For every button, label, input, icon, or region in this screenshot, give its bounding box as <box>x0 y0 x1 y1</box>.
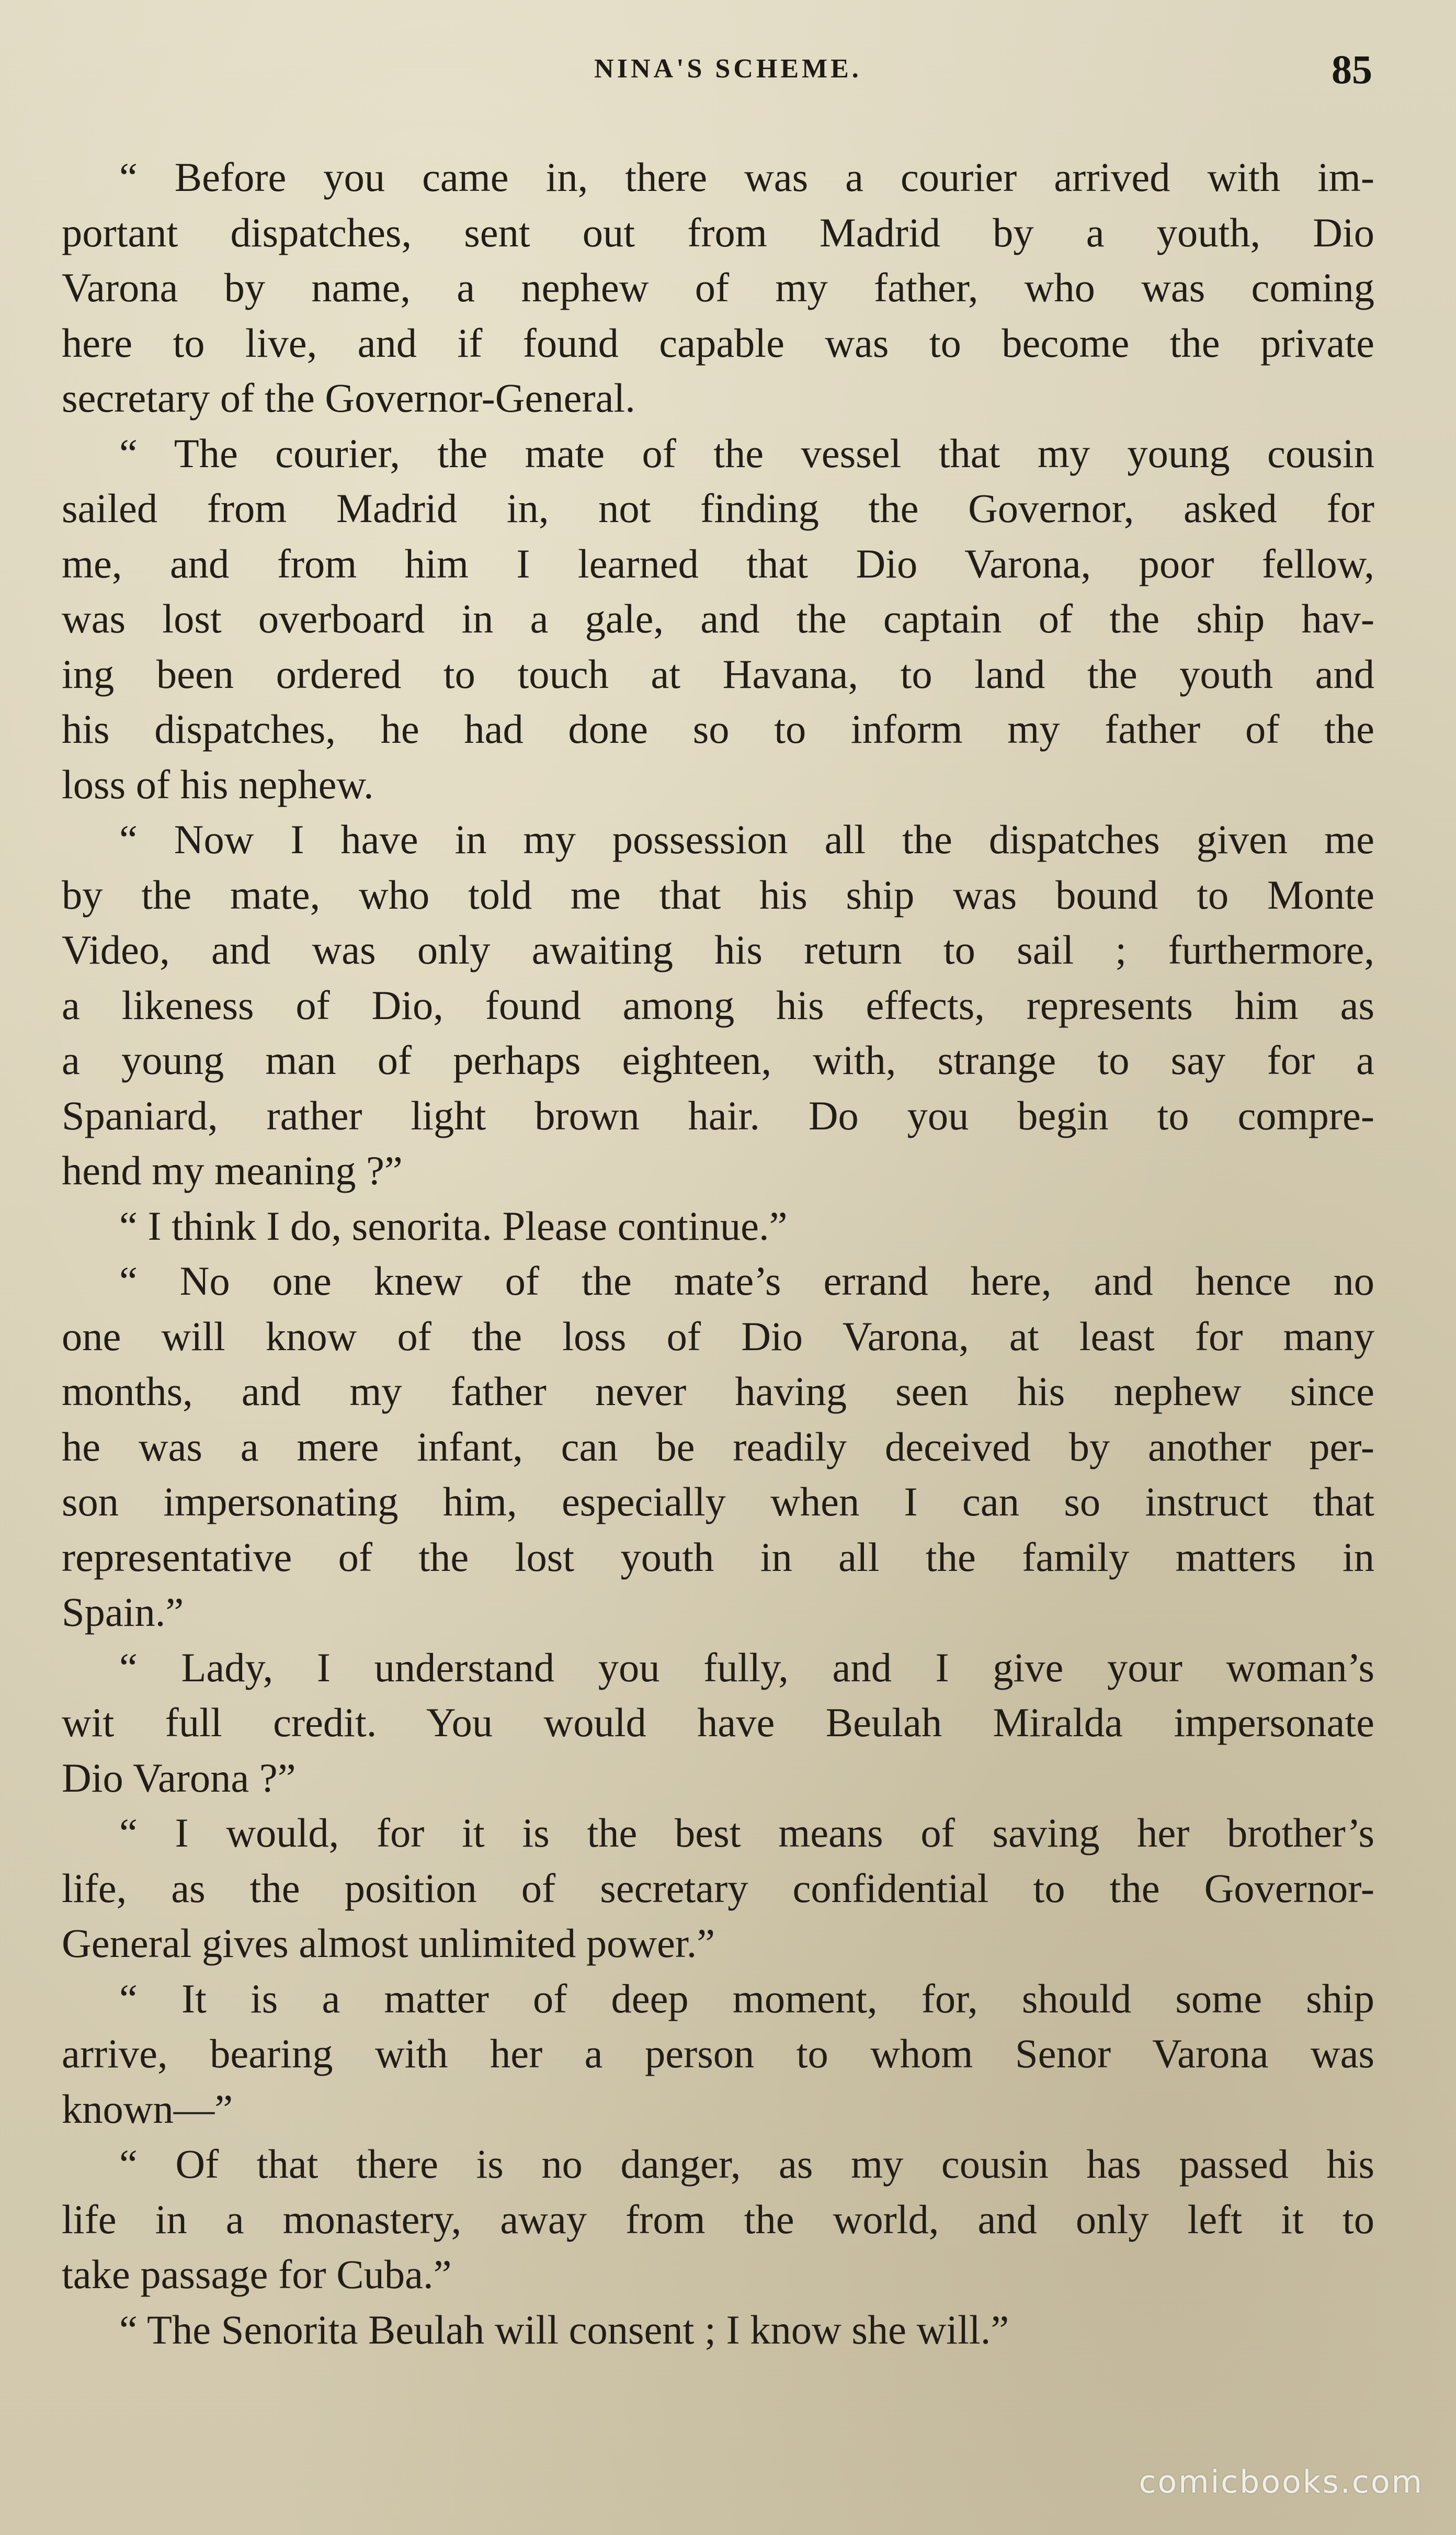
text-line: sailed from Madrid in, not finding the Governor, asked for <box>62 485 1374 531</box>
text-line: his dispatches, he had done so to inform my father of the <box>62 706 1374 752</box>
text-line: Dio Varona ?” <box>62 1755 296 1801</box>
text-line: ing been ordered to touch at Havana, to land the youth and <box>62 651 1374 697</box>
text-line: by the mate, who told me that his ship was bound to Monte <box>62 872 1374 918</box>
paragraph <box>62 1971 1374 2137</box>
text-line: life, as the position of secretary confidential to the Governor- <box>62 1865 1374 1911</box>
paragraph <box>62 426 1374 812</box>
text-line: me, and from him I learned that Dio Varona, poor fellow, <box>62 540 1374 586</box>
text-line: known—” <box>62 2086 233 2132</box>
paragraph <box>62 2302 1374 2358</box>
text-line: “ The Senorita Beulah will consent ; I know she will.” <box>119 2306 1009 2352</box>
running-head <box>0 47 1456 95</box>
text-line: Varona by name, a nephew of my father, who was coming <box>62 265 1374 310</box>
text-line: hend my meaning ?” <box>62 1148 403 1193</box>
text-line: “ Now I have in my possession all the dispatches given me <box>119 817 1374 862</box>
text-line: wit full credit. You would have Beulah Miralda impersonate <box>62 1700 1374 1745</box>
page-number: 85 <box>1332 47 1372 92</box>
text-line: take passage for Cuba.” <box>62 2251 452 2297</box>
text-line: portant dispatches, sent out from Madrid by a youth, Dio <box>62 209 1374 255</box>
text-line: “ Of that there is no danger, as my cousin has passed his <box>119 2141 1374 2187</box>
paragraph <box>62 1805 1374 1971</box>
text-line: life in a monastery, away from the world, and only left it to <box>62 2196 1374 2242</box>
running-title: NINA'S SCHEME. <box>594 54 862 84</box>
watermark: comicbooks.com <box>1139 2464 1424 2500</box>
paragraph <box>62 2136 1374 2302</box>
text-line: “ No one knew of the mate’s errand here, and hence no <box>119 1258 1374 1304</box>
body-text <box>62 150 1374 2357</box>
text-line: loss of his nephew. <box>62 761 374 807</box>
text-line: a young man of perhaps eighteen, with, strange to say for a <box>62 1037 1374 1083</box>
paragraph <box>62 150 1374 426</box>
text-line: “ I think I do, senorita. Please continue.” <box>119 1203 788 1249</box>
text-line: representative of the lost youth in all the family matters in <box>62 1534 1374 1580</box>
text-line: “ The courier, the mate of the vessel that my young cousin <box>119 430 1374 476</box>
paragraph <box>62 1253 1374 1640</box>
text-line: one will know of the loss of Dio Varona, at least for many <box>62 1313 1374 1359</box>
text-line: arrive, bearing with her a person to whom Senor Varona was <box>62 2031 1374 2076</box>
text-line: son impersonating him, especially when I can so instruct that <box>62 1479 1374 1524</box>
text-line: “ It is a matter of deep moment, for, should some ship <box>119 1975 1374 2021</box>
text-line: “ Lady, I understand you fully, and I give your woman’s <box>119 1644 1374 1690</box>
text-line: he was a mere infant, can be readily deceived by another per- <box>62 1423 1374 1469</box>
paragraph <box>62 1640 1374 1806</box>
text-line: months, and my father never having seen his nephew since <box>62 1368 1374 1414</box>
text-line: was lost overboard in a gale, and the captain of the ship hav- <box>62 596 1374 641</box>
text-line: “ Before you came in, there was a courier arrived with im- <box>119 154 1374 200</box>
paragraph <box>62 1198 1374 1254</box>
text-line: here to live, and if found capable was to become the private <box>62 320 1374 366</box>
text-line: Video, and was only awaiting his return to sail ; furthermore, <box>62 927 1374 972</box>
text-line: “ I would, for it is the best means of saving her brother’s <box>119 1810 1374 1855</box>
text-line: Spain.” <box>62 1589 184 1635</box>
text-line: a likeness of Dio, found among his effects, represents him as <box>62 982 1374 1028</box>
text-line: secretary of the Governor-General. <box>62 375 635 421</box>
paragraph <box>62 812 1374 1198</box>
text-line: Spaniard, rather light brown hair. Do you begin to compre- <box>62 1092 1374 1138</box>
text-line: General gives almost unlimited power.” <box>62 1920 715 1966</box>
